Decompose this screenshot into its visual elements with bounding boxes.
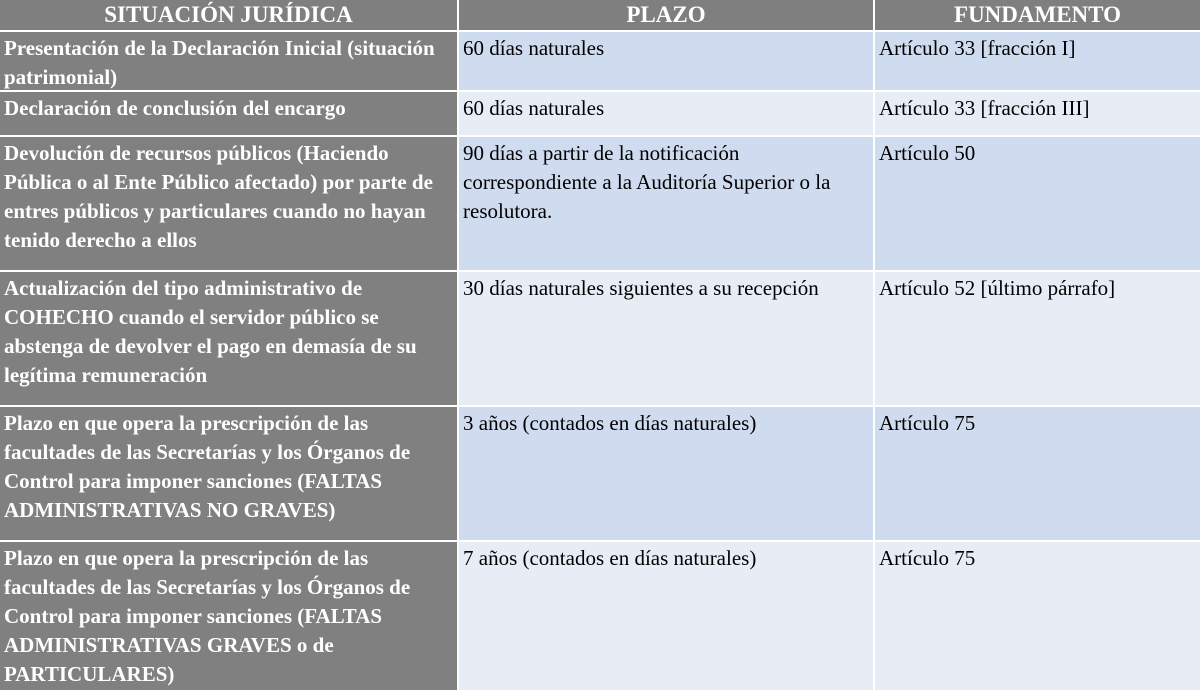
cell-plazo: 60 días naturales	[459, 92, 875, 137]
table-row	[0, 32, 1200, 92]
cell-fundamento: Artículo 75	[875, 542, 1200, 692]
cell-fundamento: Artículo 52 [último párrafo]	[875, 272, 1200, 407]
table-header-row	[0, 0, 1200, 32]
table-row	[0, 407, 1200, 542]
cell-situacion: Actualización del tipo administrativo de COHECHO cuando el servidor público se abstenga de devolver el pago en demasía de su legítima remuneración	[0, 272, 459, 407]
table-row	[0, 137, 1200, 272]
cell-plazo: 30 días naturales siguientes a su recepción	[459, 272, 875, 407]
table-row	[0, 542, 1200, 692]
header-fundamento: FUNDAMENTO	[875, 0, 1200, 32]
header-plazo: PLAZO	[459, 0, 875, 32]
cell-plazo: 3 años (contados en días naturales)	[459, 407, 875, 542]
cell-plazo: 60 días naturales	[459, 32, 875, 92]
cell-situacion: Declaración de conclusión del encargo	[0, 92, 459, 137]
cell-plazo: 90 días a partir de la notificación correspondiente a la Auditoría Superior o la resolutora.	[459, 137, 875, 272]
cell-fundamento: Artículo 50	[875, 137, 1200, 272]
cell-fundamento: Artículo 33 [fracción I]	[875, 32, 1200, 92]
cell-situacion: Presentación de la Declaración Inicial (situación patrimonial)	[0, 32, 459, 92]
header-situacion: SITUACIÓN JURÍDICA	[0, 0, 459, 32]
cell-situacion: Plazo en que opera la prescripción de las facultades de las Secretarías y los Órganos de Control para imponer sanciones (FALTAS ADMINISTRATIVAS NO GRAVES)	[0, 407, 459, 542]
cell-fundamento: Artículo 75	[875, 407, 1200, 542]
cell-fundamento: Artículo 33 [fracción III]	[875, 92, 1200, 137]
cell-situacion: Plazo en que opera la prescripción de las facultades de las Secretarías y los Órganos de Control para imponer sanciones (FALTAS ADMINISTRATIVAS GRAVES o de PARTICULARES)	[0, 542, 459, 692]
cell-plazo: 7 años (contados en días naturales)	[459, 542, 875, 692]
cell-situacion: Devolución de recursos públicos (Haciendo Pública o al Ente Público afectado) por parte de entres públicos y particulares cuando no hayan tenido derecho a ellos	[0, 137, 459, 272]
table-row	[0, 92, 1200, 137]
table-row	[0, 272, 1200, 407]
